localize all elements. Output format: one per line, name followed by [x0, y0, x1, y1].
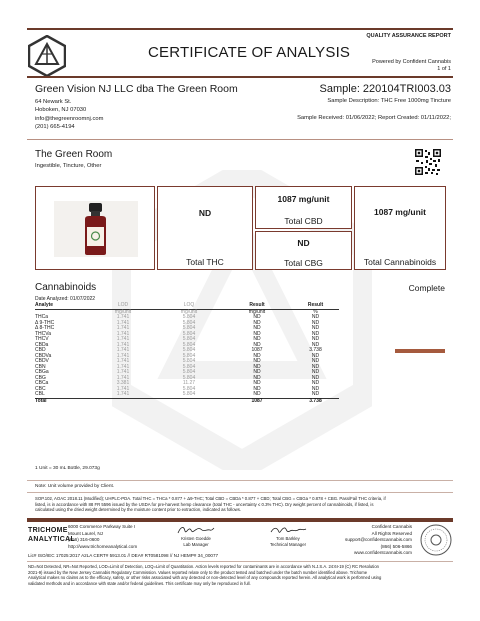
total-thc-value: ND — [198, 208, 212, 218]
cell-loq — [156, 398, 222, 404]
sample-description: Sample Description: THC Free 1000mg Tincture — [327, 98, 451, 104]
lab-license: Lic# ISO/IEC 17025:2017 A2LA CERT# 5913.01 // DEA# RT0581098 // NJ HEMP# 34_00077 — [28, 553, 219, 558]
client-email: info@thegreenroomnj.com — [35, 115, 104, 122]
total-cannabinoids-value: 1087 mg/unit — [374, 207, 426, 217]
cell-analyte: CBCa — [35, 380, 49, 386]
cell-lod: 1.741 — [116, 352, 130, 359]
total-cbg-label: Total CBG — [284, 258, 323, 268]
cell-result-mg: ND — [253, 336, 261, 342]
unit-definition: 1 Unit = 30 mL Bottle, 29.073g — [35, 466, 100, 471]
cell-result-pct: ND — [311, 358, 320, 364]
cell-result-mg: 1087 — [222, 398, 292, 404]
cell-analyte: THCa — [35, 314, 49, 320]
cbd-result-bar — [395, 349, 445, 353]
cell-loq: 5.804 — [182, 369, 196, 375]
cell-result-mg: ND — [253, 325, 261, 331]
cell-loq: 5.804 — [182, 347, 196, 353]
cell-result-pct: ND — [311, 380, 320, 386]
cell-result-mg: ND — [253, 330, 261, 337]
cell-lod: 1.741 — [116, 374, 130, 381]
unit-note: Note: Unit volume provided by Client. — [35, 484, 115, 489]
disclaimer-line4: validated methods and in accordance with state and/or federal guidelines. This certificate may only be reproduced in full. — [28, 580, 251, 586]
cc-website: www.confidentcannabis.com — [354, 550, 412, 556]
cell-loq: 5.804 — [182, 363, 196, 370]
cell-result-mg: ND — [253, 314, 261, 320]
page-number: 1 of 1 — [437, 66, 451, 72]
sop-line1: SOP.102, AOAC 2018.11 (Modified); UHPLC-PDA. Total THC = THCa * 0.877 + Δ9-THC; Total CBD = CBDa * 0.877 + CBD; Total CBG = CBGa * 0.878 + CBG. Pass/Fail THC criteria, if — [35, 496, 386, 501]
unit-loq: mg/unit — [180, 308, 198, 315]
header-result-mg: Result — [222, 303, 292, 309]
total-cbd-label: Total CBD — [284, 216, 323, 226]
cell-result-pct: ND — [311, 314, 320, 320]
total-cbd-value: 1087 mg/unit — [277, 194, 330, 204]
cc-rights: All Rights Reserved — [371, 530, 412, 536]
cell-loq: 5.804 — [182, 391, 196, 397]
cell-result-mg: ND — [253, 319, 261, 326]
cell-lod: 1.741 — [116, 358, 130, 364]
total-cannabinoids-box — [354, 186, 446, 270]
cell-result-pct: ND — [311, 341, 320, 348]
product-category: Ingestible, Tincture, Other — [35, 163, 102, 169]
cell-analyte: THCVa — [35, 330, 52, 337]
cc-email: support@confidentcannabis.com — [345, 537, 412, 543]
cell-result-pct: ND — [311, 374, 320, 381]
sig2-name: Tom Barkley — [276, 536, 300, 541]
cell-analyte: CBG — [35, 374, 46, 381]
total-thc-label: Total THC — [186, 257, 224, 267]
total-cbd-box — [255, 186, 352, 229]
unit-result-pct: % — [313, 308, 318, 315]
cell-result-mg: ND — [253, 341, 261, 348]
cell-lod — [90, 398, 156, 404]
cell-analyte: Δ 8-THC — [35, 325, 55, 331]
cc-name: Confident Cannabis — [371, 524, 412, 529]
cell-result-pct: 3.738 — [309, 347, 322, 353]
cell-loq: 11.27 — [182, 380, 196, 386]
client-name: Green Vision NJ LLC dba The Green Room — [35, 83, 238, 95]
client-contact — [35, 98, 103, 131]
cc-contact — [345, 524, 412, 557]
qr-code-icon — [414, 148, 442, 176]
cannabinoids-table — [35, 303, 339, 404]
cell-result-mg: ND — [253, 391, 261, 397]
cell-analyte: THCV — [35, 336, 49, 342]
cell-lod: 1.741 — [116, 325, 130, 331]
cell-loq: 5.804 — [182, 374, 196, 381]
lab-phone: (856) 316-0600 — [68, 537, 100, 543]
total-cbg-box — [255, 231, 352, 270]
cell-result-pct: ND — [311, 319, 320, 326]
product-image-box — [35, 186, 155, 270]
total-cbg-value: ND — [297, 238, 310, 248]
cell-result-pct: ND — [311, 352, 320, 359]
lab-contact — [68, 524, 137, 550]
disclaimer — [28, 564, 381, 586]
cell-result-pct: ND — [311, 330, 320, 337]
page-title: CERTIFICATE OF ANALYSIS — [148, 44, 351, 61]
client-phone: (201) 665-4194 — [35, 123, 75, 130]
client-address-line1: 64 Newark St. — [35, 99, 72, 105]
signature-block-2 — [258, 536, 318, 547]
cell-result-pct: ND — [311, 363, 320, 370]
lab-website: http://www.trichomeanalytical.com — [68, 543, 138, 549]
sop-text — [35, 496, 386, 513]
header-lod: LOD — [90, 303, 156, 309]
cell-lod: 1.741 — [116, 336, 130, 342]
trichome-analytical-logo: TRICHOME ANALYTICAL — [28, 527, 76, 543]
cell-loq: 5.804 — [182, 352, 196, 359]
header-loq: LOQ — [156, 303, 222, 309]
cell-result-pct: ND — [311, 325, 320, 331]
cell-result-pct: ND — [311, 391, 320, 397]
cell-lod: 1.741 — [116, 341, 130, 348]
cell-loq: 5.804 — [182, 314, 196, 320]
lab-hexagon-logo-icon — [28, 35, 66, 77]
cell-result-mg: ND — [253, 358, 261, 364]
cell-analyte: CBD — [35, 347, 46, 353]
total-cannabinoids-label: Total Cannabinoids — [363, 257, 437, 267]
lab-address-line2: Mount Laurel, NJ — [68, 530, 103, 536]
sig1-name: Kristen Goedde — [181, 536, 211, 541]
sop-line3: calculated using the dried weight determined by the moisture content prior to extraction, indicated as follows. — [35, 507, 242, 513]
signature-tom-barkley — [268, 524, 308, 536]
cell-analyte: CBL — [35, 391, 45, 397]
cell-lod: 1.741 — [116, 347, 130, 353]
cell-result-pct: ND — [311, 385, 320, 392]
sig2-title: Technical Manager — [269, 541, 307, 547]
sample-id: Sample: 220104TRI003.03 — [319, 83, 451, 95]
cell-result-pct: ND — [311, 336, 320, 342]
header-result-pct: Result — [292, 303, 339, 309]
signature-kristen-goedde — [176, 524, 216, 536]
header-analyte: Analyte — [35, 303, 90, 309]
cell-result-mg: ND — [253, 369, 261, 375]
cell-result-mg: ND — [253, 363, 261, 370]
cell-loq: 5.804 — [182, 385, 196, 392]
lab-address-line1: 6000 Commerce Parkway Suite I — [68, 524, 136, 529]
cell-analyte: CBN — [35, 363, 46, 370]
cell-loq: 5.804 — [182, 325, 196, 331]
cannabinoids-status: Complete — [408, 283, 445, 293]
cell-loq: 5.804 — [182, 319, 196, 326]
cell-analyte: CBDV — [35, 358, 49, 364]
total-thc-box — [157, 186, 253, 270]
cell-result-mg: ND — [253, 385, 261, 392]
cell-loq: 5.804 — [182, 358, 196, 364]
cell-analyte: Δ 9-THC — [35, 319, 55, 326]
cell-loq: 5.804 — [182, 341, 196, 348]
cell-result-pct: 3.738 — [292, 398, 339, 404]
sig1-title: Lab Manager — [183, 541, 209, 547]
powered-by: Powered by Confident Cannabis — [372, 59, 451, 65]
cell-lod: 1.741 — [116, 330, 130, 337]
qa-report-label: QUALITY ASSURANCE REPORT — [366, 33, 451, 39]
cannabinoids-title: Cannabinoids — [35, 282, 97, 293]
disclaimer-line2: 2021-9) issued by the New Jersey Cannabis Regulatory Commission. Values reported relate only to the product tested and batched under the batch number identified above. Trichome — [28, 569, 368, 575]
cell-result-mg: ND — [253, 374, 261, 381]
cell-lod: 1.741 — [116, 363, 130, 370]
cell-loq: 5.804 — [182, 336, 196, 342]
table-row — [35, 398, 339, 404]
date-analyzed: Date Analyzed: 01/07/2022 — [35, 296, 96, 302]
cell-analyte: Total — [35, 398, 90, 404]
sop-line2: listed, is in accordance with 88 FR 5596 issued by the USDA for pre-harvest hemp clearance (total THC - uncertainty ≤ 0.3% THC). Dry weight percent of cannabinoids, if listed, is — [35, 501, 374, 507]
sample-dates: Sample Received: 01/06/2022; Report Created: 01/11/2022; — [297, 115, 451, 121]
cell-analyte: CBGa — [35, 369, 49, 375]
cell-lod: 3.381 — [116, 380, 130, 386]
cell-result-mg: ND — [253, 380, 261, 386]
cell-result-mg: ND — [253, 352, 261, 359]
cell-analyte: CBDVa — [35, 352, 52, 359]
cell-analyte: CBDa — [35, 341, 49, 348]
confident-cannabis-seal-icon — [420, 524, 452, 556]
cell-lod: 1.741 — [116, 391, 130, 397]
disclaimer-line3: Analytical makes no claims as to the efficacy, safety, or other risks associated with any detected or non-detected level of any compounds reported herein. All analytical work is performed using — [28, 575, 382, 581]
product-name: The Green Room — [35, 149, 113, 160]
cell-lod: 1.741 — [116, 319, 130, 326]
cell-lod: 1.741 — [116, 314, 130, 320]
tincture-bottle-image — [54, 201, 138, 257]
client-address-line2: Hoboken, NJ 07030 — [35, 107, 87, 114]
unit-result-mg: mg/unit — [248, 308, 266, 315]
cell-result-pct: ND — [311, 369, 320, 375]
cell-loq: 5.804 — [182, 330, 196, 337]
disclaimer-line1: ND=Not Detected, NR=Not Reported, LOD=Limit of Detection, LOQ=Limit of Quantitation. Action levels reported for contaminants are in accordance with N.J.S.A. 24:6I-19 (C) RC Resolution — [28, 564, 379, 569]
cell-analyte: CBC — [35, 385, 46, 392]
cell-lod: 1.741 — [116, 369, 130, 375]
cell-result-mg: 1087 — [251, 347, 263, 353]
cell-lod: 1.741 — [116, 385, 130, 392]
unit-lod: mg/unit — [114, 308, 132, 315]
cc-phone: (866) 506-5866 — [380, 543, 412, 549]
signature-block-1 — [166, 536, 226, 547]
